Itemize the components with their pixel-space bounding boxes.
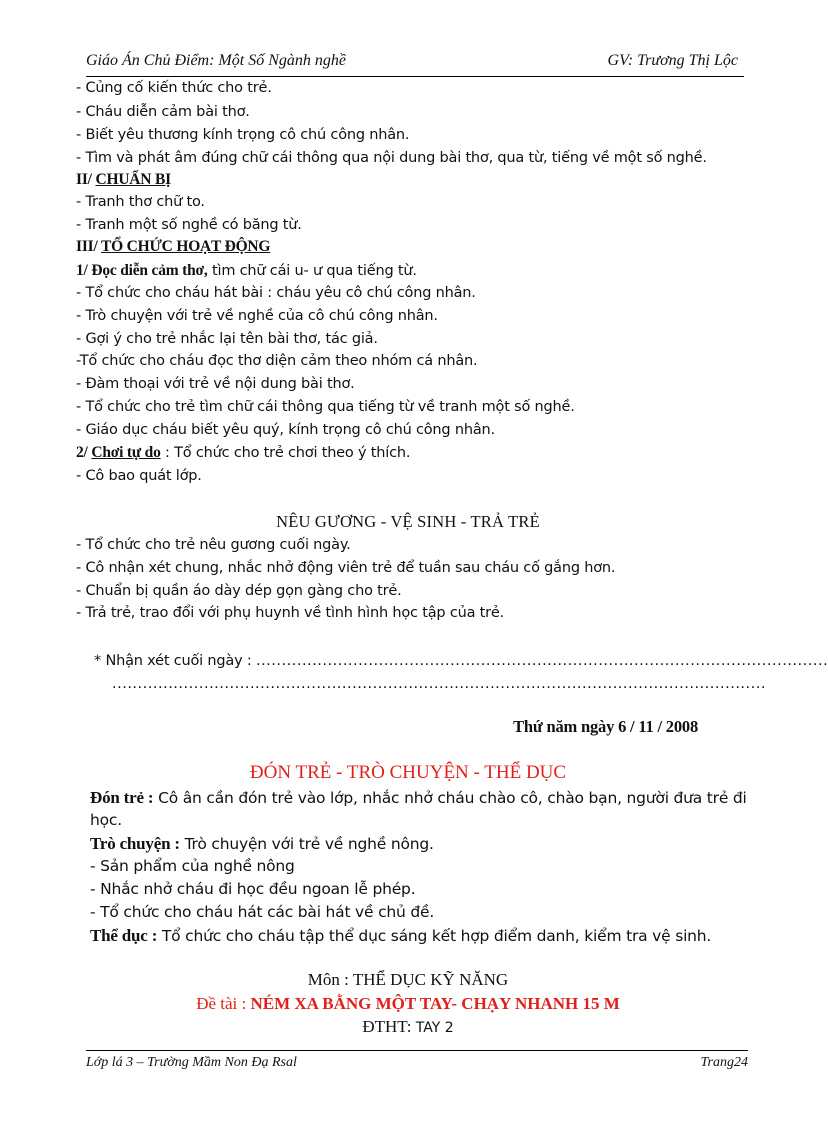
activity-item: - Tổ chức cho trẻ tìm chữ cái thông qua tiếng từ về tranh một số nghề. (76, 399, 575, 415)
remark-label: * Nhận xét cuối ngày : (94, 653, 256, 669)
page-footer (86, 1050, 748, 1075)
don-tre-item: - Sản phẩm của nghề nông (90, 857, 295, 875)
don-tre-line-cont: học. (90, 811, 122, 829)
tro-chuyen-line: Trò chuyện : Trò chuyện với trẻ về nghề nông. (90, 834, 434, 853)
page-header (86, 50, 744, 77)
page-number: Trang24 (700, 1055, 748, 1070)
activity-1-line: 1/ Đọc diễn cảm thơ, tìm chữ cái u- ư qua tiếng từ. (76, 262, 417, 279)
lesson-subject: Môn : THỂ DỤC KỸ NĂNG (307, 970, 509, 989)
remark-line (94, 653, 828, 669)
activity-1-title: 1/ Đọc diễn cảm thơ, (76, 262, 208, 279)
goal-line: - Tìm và phát âm đúng chữ cái thông qua nội dung bài thơ, qua từ, tiếng về một số nghề. (76, 150, 707, 166)
remark-dots: ................................................................................................................ (255, 653, 828, 669)
activity-item: - Trò chuyện với trẻ về nghề của cô chú công nhân. (76, 308, 438, 324)
neu-guong-item: - Tổ chức cho trẻ nêu gương cuối ngày. (76, 537, 351, 553)
lesson-target-value: TAY 2 (415, 1020, 454, 1036)
neu-guong-item: - Chuẩn bị quần áo dày dép gọn gàng cho trẻ. (76, 583, 402, 599)
goal-line: - Biết yêu thương kính trọng cô chú công nhân. (76, 127, 410, 143)
prep-heading: CHUẨN BỊ (95, 171, 171, 188)
lesson-topic (0, 994, 816, 1014)
the-duc-line: Thể dục : Tổ chức cho cháu tập thể dục sáng kết hợp điểm danh, kiểm tra vệ sinh. (90, 926, 712, 945)
activity-item: -Tổ chức cho cháu đọc thơ diện cảm theo nhóm cá nhân. (76, 353, 478, 369)
don-tre-line: Đón trẻ : Cô ân cần đón trẻ vào lớp, nhắc nhở cháu chào cô, chào bạn, người đưa trẻ đi (90, 788, 747, 807)
prep-item: - Tranh thơ chữ to. (76, 194, 205, 210)
activity-item: - Gợi ý cho trẻ nhắc lại tên bài thơ, tác giả. (76, 331, 378, 347)
goal-line: - Củng cố kiến thức cho trẻ. (76, 80, 272, 96)
activity-item: - Giáo dục cháu biết yêu quý, kính trọng cô chú công nhân. (76, 422, 495, 438)
lesson-topic-label: Đề tài : (196, 994, 251, 1013)
lesson-topic-value: NÉM XA BẰNG MỘT TAY- CHẠY NHANH 15 M (250, 994, 620, 1013)
don-tre-item: - Nhắc nhở cháu đi học đều ngoan lễ phép. (90, 880, 416, 898)
tro-chuyen-label: Trò chuyện : (90, 834, 180, 853)
don-tre-title: ĐÓN TRẺ - TRÒ CHUYỆN - THỂ DỤC (249, 762, 567, 783)
activity-item: - Đàm thoại với trẻ về nội dung bài thơ. (76, 376, 355, 392)
activity-2-title: Chơi tự do (91, 444, 161, 461)
remark-dots-line: ................................................................................................................................ (112, 676, 766, 692)
neu-guong-title: NÊU GƯƠNG - VỆ SINH - TRẢ TRẺ (276, 512, 540, 531)
neu-guong-item: - Cô nhận xét chung, nhắc nhở động viên trẻ để tuần sau cháu cố gắng hơn. (76, 560, 616, 576)
prep-item: - Tranh một số nghề có băng từ. (76, 217, 302, 233)
header-right: GV: Trương Thị Lộc (607, 52, 738, 69)
activity-item: - Tổ chức cho cháu hát bài : cháu yêu cô chú công nhân. (76, 285, 476, 301)
neu-guong-item: - Trả trẻ, trao đổi với phụ huynh về tình hình học tập của trẻ. (76, 605, 505, 621)
activity-2-line: 2/ Chơi tự do : Tổ chức cho trẻ chơi theo ý thích. (76, 444, 411, 461)
section-heading-prep: II/ CHUẨN BỊ (76, 171, 171, 188)
don-tre-label: Đón trẻ : (90, 788, 154, 807)
activity-item: - Cô bao quát lớp. (76, 468, 202, 484)
section-heading-org: III/ TỔ CHỨC HOẠT ĐỘNG (76, 238, 271, 255)
org-heading: TỔ CHỨC HOẠT ĐỘNG (101, 238, 271, 255)
date-line: Thứ năm ngày 6 / 11 / 2008 (513, 717, 698, 736)
footer-left: Lớp lá 3 – Trường Mầm Non Đạ Rsal (86, 1055, 297, 1070)
don-tre-item: - Tổ chức cho cháu hát các bài hát về chủ đề. (90, 903, 435, 921)
the-duc-label: Thể dục : (90, 926, 158, 945)
header-left: Giáo Án Chủ Điểm: Một Số Ngành nghề (86, 52, 346, 69)
goal-line: - Cháu diễn cảm bài thơ. (76, 104, 250, 120)
lesson-target: ĐTHT: TAY 2 (362, 1017, 454, 1036)
